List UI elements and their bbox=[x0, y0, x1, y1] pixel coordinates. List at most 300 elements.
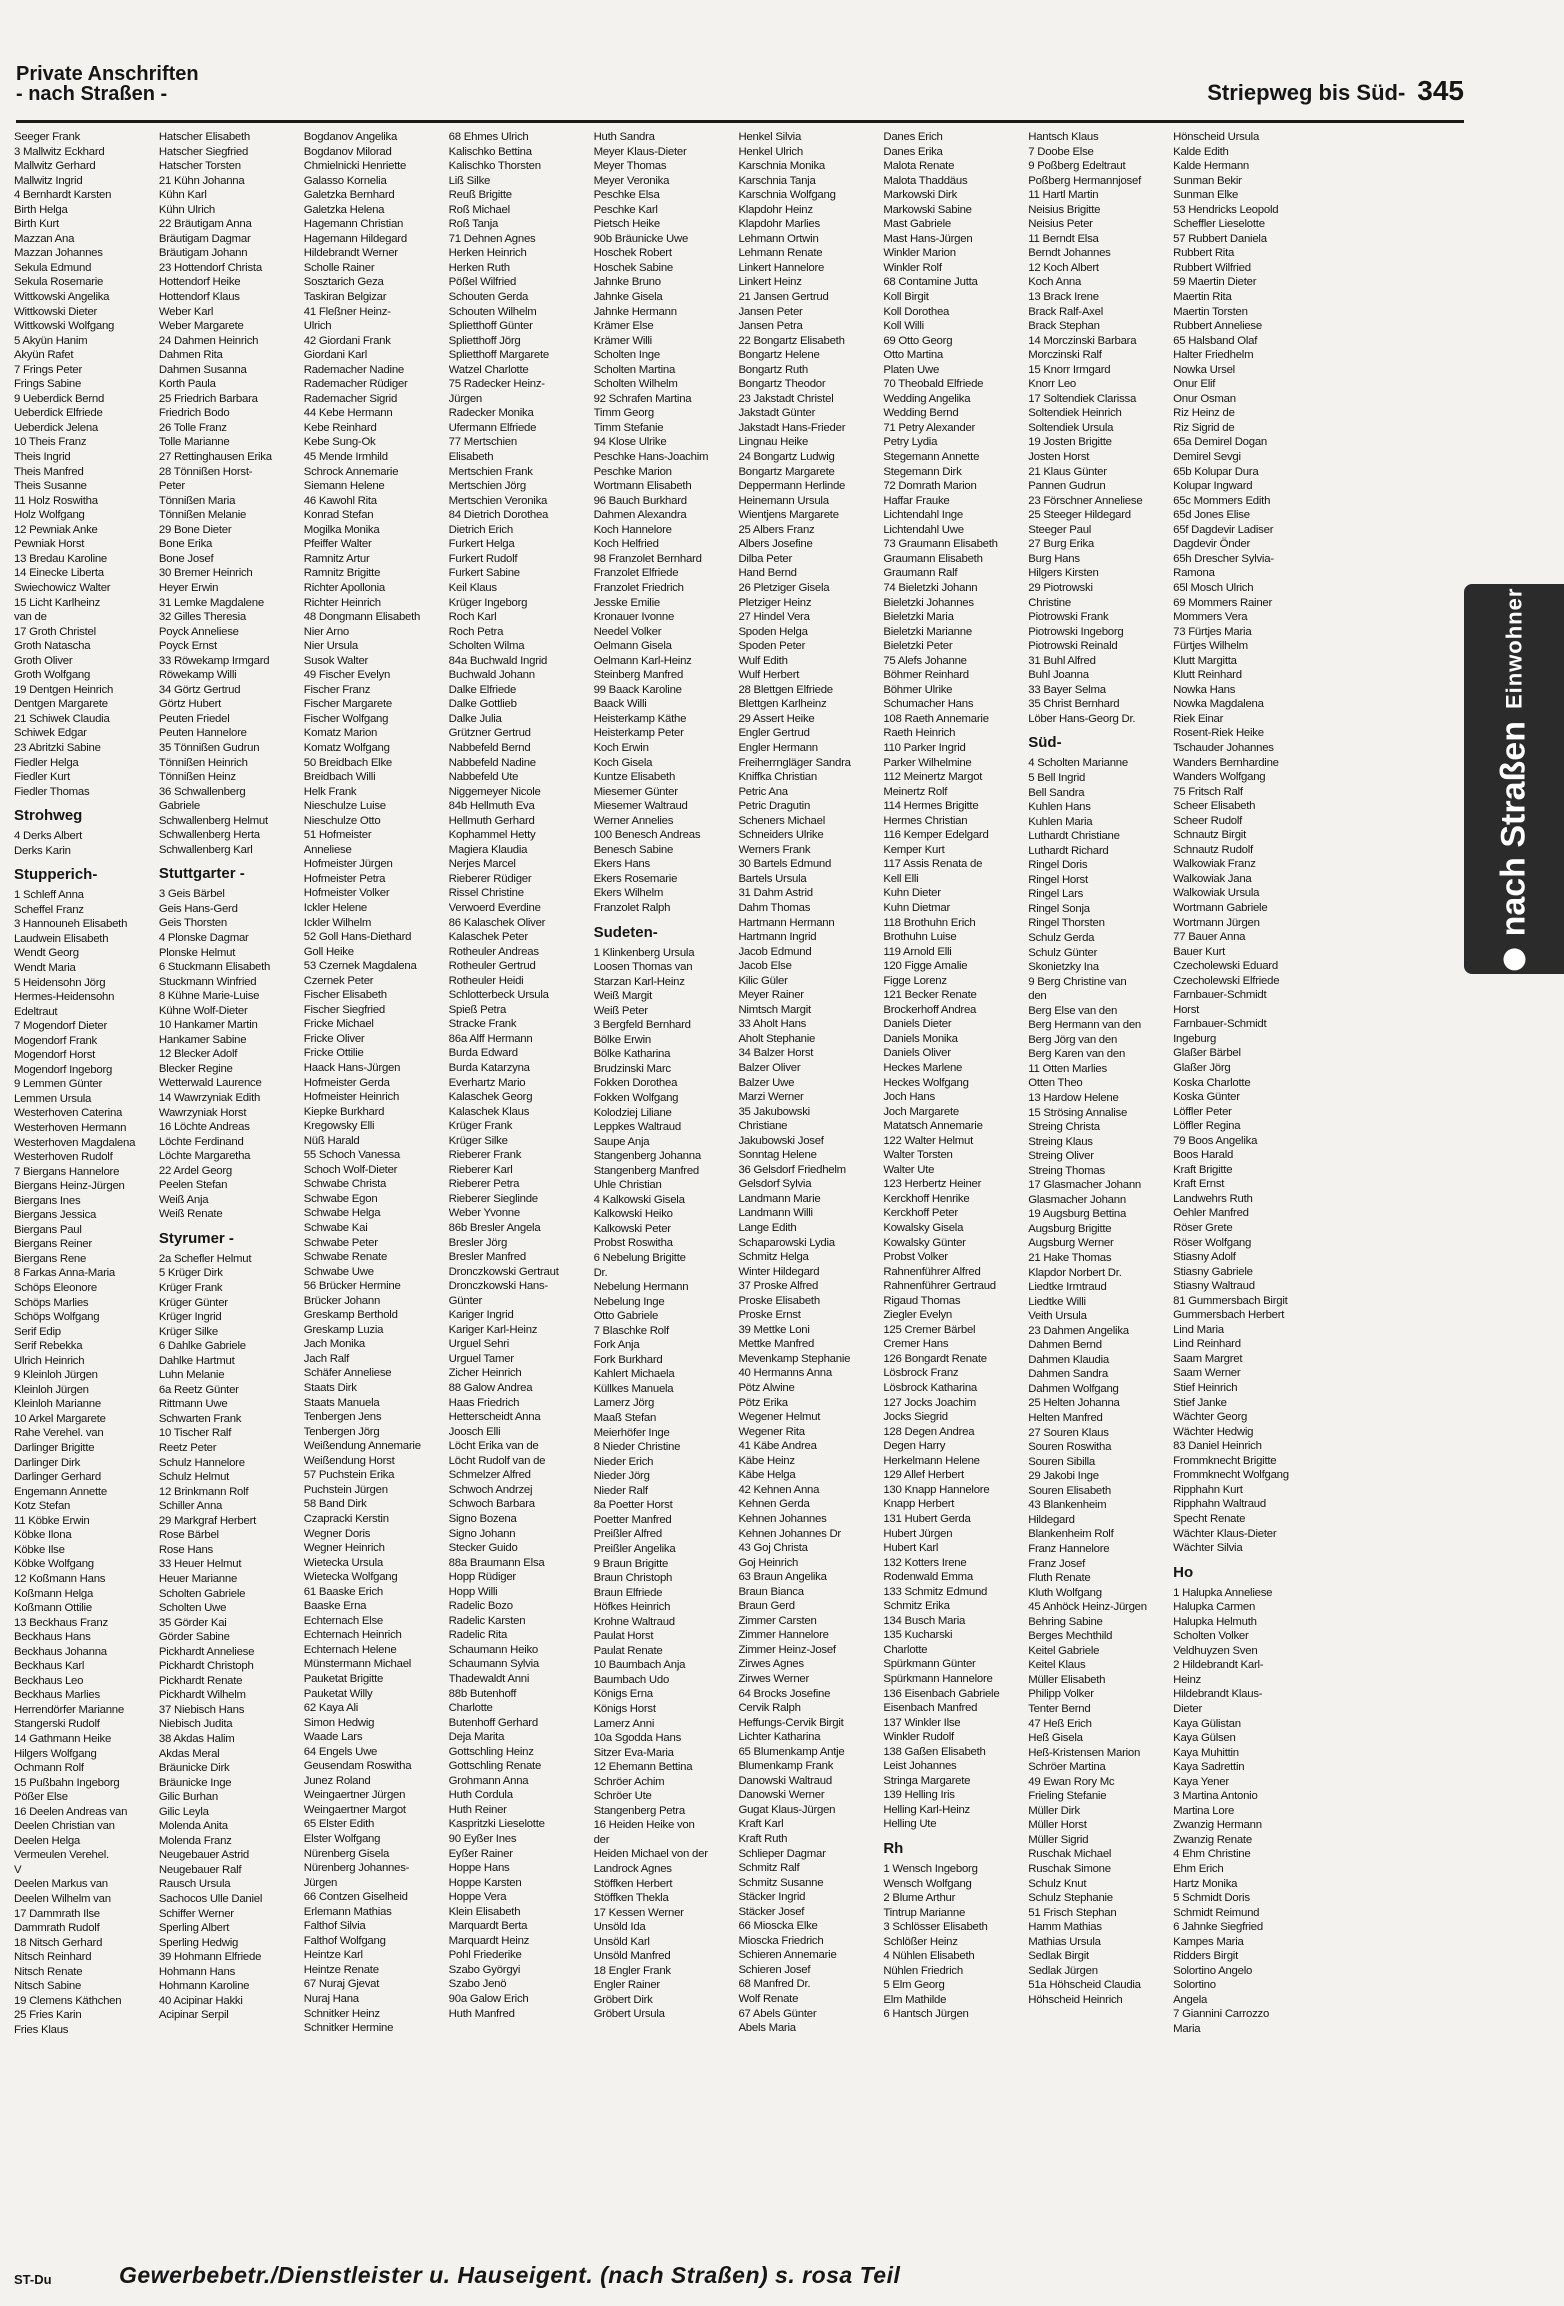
directory-entry: Löcht Rudolf van de bbox=[448, 1454, 546, 1467]
directory-entry: Puchstein Jürgen bbox=[303, 1483, 388, 1496]
directory-entry: 67 Nuraj Gjevat bbox=[303, 1978, 380, 1991]
directory-entry: Mevenkamp Stephanie bbox=[738, 1352, 851, 1365]
directory-entry: Korth Paula bbox=[158, 378, 216, 391]
directory-entry: 27 Hindel Vera bbox=[738, 611, 810, 624]
directory-entry: Danowski Waltraud bbox=[738, 1774, 832, 1787]
directory-entry: Nieder Ralf bbox=[593, 1484, 648, 1497]
directory-entry: Neugebauer Astrid bbox=[158, 1849, 249, 1862]
directory-entry: Kerckhoff Peter bbox=[883, 1207, 958, 1220]
directory-entry: Roch Karl bbox=[448, 611, 497, 624]
directory-entry: Tönnißen Maria bbox=[158, 494, 236, 507]
directory-entry: Wetterwald Laurence bbox=[158, 1077, 262, 1090]
directory-entry: Schwabe Renate bbox=[303, 1251, 388, 1264]
directory-entry: 133 Schmitz Edmund bbox=[883, 1585, 988, 1598]
directory-entry: 134 Busch Maria bbox=[883, 1614, 966, 1627]
directory-entry: Baaske Erna bbox=[303, 1600, 367, 1613]
directory-entry: Frings Sabine bbox=[14, 378, 82, 391]
directory-entry: Friedrich Bodo bbox=[158, 407, 230, 420]
page-header bbox=[16, 58, 1464, 123]
directory-entry: Wortmann Gabriele bbox=[1173, 901, 1268, 914]
directory-entry: Nabbefeld Ute bbox=[448, 771, 519, 784]
directory-entry: Rahnenführer Alfred bbox=[883, 1265, 981, 1278]
directory-entry: 1 Schleff Anna bbox=[14, 889, 84, 902]
directory-entry: Hildebrandt Klaus- bbox=[1173, 1688, 1263, 1701]
directory-entry: Deelen Wilhelm van bbox=[14, 1892, 111, 1905]
directory-entry: 13 Hardow Helene bbox=[1028, 1092, 1119, 1104]
directory-entry: Hartz Monika bbox=[1173, 1877, 1238, 1890]
directory-entry: 8a Poetter Horst bbox=[593, 1499, 673, 1512]
directory-entry: Wegner Doris bbox=[303, 1527, 371, 1540]
directory-entry: Danes Erika bbox=[883, 145, 943, 158]
directory-entry: Schmidt Reimund bbox=[1173, 1906, 1260, 1919]
directory-entry: Glaßer Jörg bbox=[1173, 1062, 1231, 1074]
directory-entry: Kampes Maria bbox=[1173, 1935, 1244, 1948]
directory-entry: Hellmuth Gerhard bbox=[448, 814, 535, 827]
directory-entry: Bräunicke Inge bbox=[158, 1776, 232, 1789]
directory-entry: Czecholewski Elfriede bbox=[1173, 974, 1280, 987]
directory-entry: 86 Kalaschek Oliver bbox=[448, 916, 546, 929]
directory-entry: Hoschek Robert bbox=[593, 247, 672, 260]
directory-entry: Starzan Karl-Heinz bbox=[593, 975, 685, 988]
directory-entry: Pötz Erika bbox=[738, 1396, 788, 1409]
directory-entry: Mazzan Johannes bbox=[14, 247, 103, 260]
directory-entry: Schulz Stephanie bbox=[1028, 1892, 1113, 1905]
directory-entry: Ochmann Rolf bbox=[14, 1762, 84, 1775]
directory-entry: 18 Nitsch Gerhard bbox=[14, 1936, 103, 1949]
directory-entry: Staats Dirk bbox=[303, 1382, 357, 1395]
directory-entry: Veith Ursula bbox=[1028, 1310, 1087, 1323]
directory-entry: 33 Aholt Hans bbox=[738, 1018, 807, 1031]
header-title: Private Anschriften bbox=[16, 63, 199, 85]
directory-entry: Burda Edward bbox=[448, 1047, 518, 1060]
directory-entry: 119 Arnold Elli bbox=[883, 945, 952, 958]
directory-entry: Groth Wolfgang bbox=[14, 669, 91, 682]
directory-entry: Fischer Franz bbox=[303, 683, 371, 696]
directory-entry: Chmielnicki Henriette bbox=[303, 160, 407, 173]
directory-entry: 58 Band Dirk bbox=[303, 1498, 367, 1511]
directory-entry: Jach Ralf bbox=[303, 1352, 350, 1365]
directory-entry: Scholten Martina bbox=[593, 363, 676, 376]
directory-entry: Schlößer Heinz bbox=[883, 1935, 958, 1948]
directory-entry: Krüger Silke bbox=[158, 1325, 218, 1338]
directory-entry: Richter Heinrich bbox=[303, 596, 381, 609]
directory-entry: Löchte Ferdinand bbox=[158, 1135, 244, 1148]
directory-entry: Rahnenführer Gertraud bbox=[883, 1280, 996, 1293]
directory-entry: Hopp Willi bbox=[448, 1585, 498, 1598]
directory-entry: Biergans Ines bbox=[14, 1194, 81, 1207]
directory-entry: 17 Kessen Werner bbox=[593, 1906, 684, 1919]
directory-entry: Jakubowski Josef bbox=[738, 1134, 824, 1147]
directory-entry: Wensch Wolfgang bbox=[883, 1877, 972, 1890]
directory-entry: Jürgen bbox=[303, 1876, 338, 1889]
directory-column bbox=[159, 130, 298, 2258]
directory-entry: Pohl Friederike bbox=[448, 1949, 522, 1962]
directory-entry: Pößel Wilfried bbox=[448, 276, 517, 289]
directory-entry: Kleinloh Marianne bbox=[14, 1398, 101, 1411]
directory-entry: Birth Kurt bbox=[14, 218, 59, 231]
directory-entry: Rieberer Rüdiger bbox=[448, 872, 532, 885]
directory-entry: 19 Clemens Käthchen bbox=[14, 1994, 122, 2007]
directory-entry: Meyer Rainer bbox=[738, 989, 804, 1002]
directory-entry: Kemper Kurt bbox=[883, 843, 945, 856]
directory-entry: Szabo Györgyi bbox=[448, 1963, 521, 1976]
directory-entry: 138 Gaßen Elisabeth bbox=[883, 1745, 986, 1758]
directory-entry: Görtz Hubert bbox=[158, 698, 222, 711]
directory-entry: Koch Hannelore bbox=[593, 523, 672, 536]
directory-entry: Schwabe Helga bbox=[303, 1207, 381, 1220]
directory-entry: Balzer Oliver bbox=[738, 1062, 801, 1074]
directory-entry: Rademacher Nadine bbox=[303, 363, 405, 376]
directory-entry: Stangenberg Manfred bbox=[593, 1164, 699, 1177]
directory-entry: 26 Tolle Franz bbox=[158, 421, 227, 434]
directory-entry: 90a Galow Erich bbox=[448, 1993, 529, 2005]
directory-entry: 127 Jocks Joachim bbox=[883, 1396, 976, 1409]
directory-entry: 33 Heuer Helmut bbox=[158, 1558, 242, 1571]
directory-entry: Löffler Regina bbox=[1173, 1120, 1241, 1133]
directory-entry: Liedtke Willi bbox=[1028, 1295, 1086, 1308]
directory-entry: Theis Susanne bbox=[14, 480, 87, 493]
directory-entry: Dalke Julia bbox=[448, 712, 502, 725]
directory-entry: Bräutigam Dagmar bbox=[158, 232, 251, 245]
directory-entry: 9 Ueberdick Bernd bbox=[14, 392, 105, 405]
directory-entry: Koll Birgit bbox=[883, 291, 929, 304]
directory-entry: 40 Hermanns Anna bbox=[738, 1367, 832, 1380]
directory-entry: Grohmann Anna bbox=[448, 1774, 529, 1787]
directory-entry: Gilic Leyla bbox=[158, 1805, 209, 1818]
directory-entry: Mogendorf Horst bbox=[14, 1049, 96, 1062]
directory-entry: Rose Hans bbox=[158, 1543, 213, 1556]
directory-entry: Stief Janke bbox=[1173, 1396, 1227, 1409]
directory-entry: 129 Allef Herbert bbox=[883, 1469, 964, 1482]
directory-entry: 139 Helling Iris bbox=[883, 1789, 955, 1802]
directory-entry: 44 Kebe Hermann bbox=[303, 407, 393, 420]
directory-entry: Leist Johannes bbox=[883, 1760, 957, 1773]
directory-entry: Joch Hans bbox=[883, 1091, 935, 1104]
directory-entry: Winkler Rolf bbox=[883, 261, 942, 274]
directory-entry: Molenda Franz bbox=[158, 1834, 232, 1847]
directory-entry: 12 Koßmann Hans bbox=[14, 1572, 106, 1585]
directory-entry: Wegner Heinrich bbox=[303, 1542, 385, 1555]
directory-entry: Heß-Kristensen Marion bbox=[1028, 1746, 1141, 1759]
directory-entry: 65b Kolupar Dura bbox=[1173, 465, 1259, 478]
directory-entry: Röser Grete bbox=[1173, 1222, 1233, 1235]
directory-entry: Ickler Helene bbox=[303, 901, 368, 914]
directory-entry: 121 Becker Renate bbox=[883, 989, 977, 1002]
directory-entry: Winkler Marion bbox=[883, 247, 956, 260]
directory-entry: Huth Cordula bbox=[448, 1789, 513, 1802]
directory-entry: Ramona bbox=[1173, 567, 1215, 580]
directory-entry: 69 Mommers Rainer bbox=[1173, 596, 1273, 609]
directory-entry: Taskiran Belgizar bbox=[303, 291, 387, 304]
directory-entry: Jahnke Hermann bbox=[593, 305, 677, 318]
directory-entry: 52 Goll Hans-Diethard bbox=[303, 931, 412, 944]
directory-entry: Engemann Annette bbox=[14, 1485, 107, 1498]
directory-entry: Kariger Ingrid bbox=[448, 1309, 514, 1322]
directory-entry: Sonntag Helene bbox=[738, 1149, 817, 1162]
directory-entry: Preißler Angelika bbox=[593, 1542, 676, 1555]
directory-entry: Kaya Gülsen bbox=[1173, 1732, 1236, 1745]
directory-entry: Schulz Knut bbox=[1028, 1877, 1087, 1890]
directory-entry: Paulat Renate bbox=[593, 1644, 663, 1657]
directory-entry: Komatz Marion bbox=[303, 727, 378, 740]
directory-entry: 14 Gathmann Heike bbox=[14, 1732, 112, 1745]
directory-entry: 71 Petry Alexander bbox=[883, 421, 976, 434]
directory-entry: Koßmann Ottilie bbox=[14, 1602, 92, 1615]
directory-entry: Franz Hannelore bbox=[1028, 1542, 1110, 1555]
directory-entry: Franzolet Friedrich bbox=[593, 581, 684, 594]
directory-entry: Böhmer Reinhard bbox=[883, 669, 969, 682]
directory-entry: Wittkowski Angelika bbox=[14, 291, 110, 304]
directory-entry: 55 Schoch Vanessa bbox=[303, 1149, 401, 1162]
directory-entry: Tschauder Johannes bbox=[1173, 741, 1274, 754]
directory-entry: Walter Torsten bbox=[883, 1149, 953, 1162]
directory-entry: Buchwald Johann bbox=[448, 669, 535, 682]
directory-entry: Mettke Manfred bbox=[738, 1338, 815, 1351]
directory-entry: Steeger Paul bbox=[1028, 523, 1092, 536]
directory-entry: 39 Hohmann Elfriede bbox=[158, 1951, 262, 1964]
directory-entry: Tönnißen Heinrich bbox=[158, 756, 248, 769]
directory-entry: 37 Proske Alfred bbox=[738, 1280, 819, 1293]
directory-entry: Schwabe Peter bbox=[303, 1236, 378, 1249]
directory-entry: Rieberer Frank bbox=[448, 1149, 522, 1162]
directory-entry: Augsburg Brigitte bbox=[1028, 1222, 1112, 1235]
directory-entry: Knorr Leo bbox=[1028, 378, 1077, 391]
directory-entry: Pannen Gudrun bbox=[1028, 480, 1106, 493]
directory-entry: Stuckmann Winfried bbox=[158, 975, 257, 988]
directory-entry: 21 Klaus Günter bbox=[1028, 465, 1107, 478]
directory-entry: 65l Mosch Ulrich bbox=[1173, 581, 1254, 594]
directory-entry: Kell Elli bbox=[883, 872, 919, 885]
directory-entry: Hopp Rüdiger bbox=[448, 1571, 516, 1584]
directory-entry: Neisius Peter bbox=[1028, 218, 1093, 231]
directory-entry: Lind Reinhard bbox=[1173, 1338, 1241, 1351]
directory-entry: Zirwes Werner bbox=[738, 1672, 810, 1685]
directory-entry: 65a Demirel Dogan bbox=[1173, 436, 1268, 449]
directory-entry: Sunman Elke bbox=[1173, 189, 1239, 202]
directory-entry: Verwoerd Everdine bbox=[448, 901, 541, 914]
directory-entry: 22 Ardel Georg bbox=[158, 1164, 233, 1177]
directory-entry: Beckhaus Leo bbox=[14, 1674, 84, 1687]
directory-entry: Ripphahn Kurt bbox=[1173, 1483, 1243, 1496]
directory-entry: Butenhoff Gerhard bbox=[448, 1716, 538, 1729]
directory-entry: Ziegler Evelyn bbox=[883, 1309, 953, 1322]
directory-column bbox=[304, 130, 443, 2258]
directory-entry: Timm Georg bbox=[593, 407, 654, 420]
directory-entry: Hantsch Klaus bbox=[1028, 131, 1099, 143]
directory-entry: Pickhardt Renate bbox=[158, 1674, 243, 1687]
directory-entry: Werners Frank bbox=[738, 843, 811, 856]
directory-entry: Behring Sabine bbox=[1028, 1615, 1103, 1628]
directory-entry: Oehler Manfred bbox=[1173, 1207, 1249, 1220]
directory-entry: Krohne Waltraud bbox=[593, 1615, 675, 1628]
directory-entry: Hatscher Siegfried bbox=[158, 145, 249, 158]
directory-entry: Kalaschek Klaus bbox=[448, 1105, 530, 1118]
directory-entry: 7 Doobe Else bbox=[1028, 145, 1094, 158]
directory-entry: Goj Heinrich bbox=[738, 1556, 799, 1569]
directory-entry: Wächter Silvia bbox=[1173, 1542, 1243, 1555]
directory-entry: Greskamp Berthold bbox=[303, 1309, 398, 1322]
directory-entry: 59 Maertin Dieter bbox=[1173, 276, 1257, 289]
directory-entry: Nowka Hans bbox=[1173, 683, 1236, 696]
directory-entry: 31 Buhl Alfred bbox=[1028, 654, 1096, 667]
directory-entry: Hildegard bbox=[1028, 1513, 1075, 1526]
directory-entry: Landmann Willi bbox=[738, 1207, 813, 1220]
directory-entry: 66 Contzen Giselheid bbox=[303, 1891, 408, 1904]
directory-entry: Streing Oliver bbox=[1028, 1150, 1094, 1163]
directory-entry: Peuten Friedel bbox=[158, 712, 230, 725]
directory-entry: Fricke Ottilie bbox=[303, 1047, 364, 1060]
directory-entry: Ringel Horst bbox=[1028, 873, 1088, 886]
directory-entry: 16 Deelen Andreas van bbox=[14, 1805, 128, 1818]
directory-entry: Ekers Hans bbox=[593, 858, 650, 871]
directory-entry: Stecker Guido bbox=[448, 1542, 518, 1555]
directory-entry: Schmitz Susanne bbox=[738, 1876, 824, 1889]
directory-entry: Mathias Ursula bbox=[1028, 1935, 1101, 1948]
directory-entry: Schiwek Edgar bbox=[14, 727, 87, 740]
directory-entry: 13 Brack Irene bbox=[1028, 291, 1099, 304]
directory-entry: Fischer Margarete bbox=[303, 698, 392, 711]
directory-entry: Birth Helga bbox=[14, 203, 68, 216]
directory-entry: Poyck Anneliese bbox=[158, 625, 239, 638]
directory-entry: Tönnißen Heinz bbox=[158, 771, 236, 784]
directory-entry: Blankenheim Rolf bbox=[1028, 1528, 1114, 1541]
directory-entry: Schaumann Heiko bbox=[448, 1643, 538, 1656]
directory-entry: Splietthoff Margarete bbox=[448, 349, 549, 362]
directory-entry: 86b Bresler Angela bbox=[448, 1222, 541, 1235]
directory-entry: Luhn Melanie bbox=[158, 1369, 225, 1382]
directory-entry: Deelen Helga bbox=[14, 1834, 81, 1847]
directory-entry: Hofmeister Gerda bbox=[303, 1076, 390, 1089]
directory-entry: Zirwes Agnes bbox=[738, 1658, 804, 1671]
directory-entry: 6 Dahlke Gabriele bbox=[158, 1340, 246, 1353]
directory-entry: Hartmann Ingrid bbox=[738, 931, 817, 944]
directory-entry: Keil Klaus bbox=[448, 581, 497, 594]
directory-entry: Schwabe Egon bbox=[303, 1192, 378, 1205]
directory-entry: Simon Hedwig bbox=[303, 1716, 375, 1729]
directory-entry: Rubbert Wilfried bbox=[1173, 261, 1251, 274]
directory-entry: Saupe Anja bbox=[593, 1135, 650, 1148]
directory-entry: Dahmen Klaudia bbox=[1028, 1353, 1109, 1366]
directory-entry: Meierhöfer Inge bbox=[593, 1426, 670, 1439]
directory-entry: Klutt Reinhard bbox=[1173, 669, 1242, 682]
directory-entry: Röser Wolfgang bbox=[1173, 1236, 1252, 1249]
directory-entry: 65 Elster Edith bbox=[303, 1818, 375, 1831]
directory-entry: Otto Gabriele bbox=[593, 1310, 659, 1323]
directory-entry: Deppermann Herlinde bbox=[738, 480, 846, 493]
directory-entry: Höfkes Heinrich bbox=[593, 1601, 671, 1614]
directory-entry: Spürkmann Günter bbox=[883, 1658, 976, 1671]
directory-entry: Urguel Sehri bbox=[448, 1338, 509, 1351]
directory-entry: 64 Brocks Josefine bbox=[738, 1687, 831, 1700]
directory-entry: Poyck Ernst bbox=[158, 640, 217, 653]
directory-entry: Magiera Klaudia bbox=[448, 843, 528, 856]
directory-entry: 75 Alefs Johanne bbox=[883, 654, 967, 667]
directory-entry: Benesch Sabine bbox=[593, 843, 674, 856]
directory-entry: Nitsch Reinhard bbox=[14, 1951, 92, 1964]
directory-entry: Falthof Wolfgang bbox=[303, 1934, 386, 1947]
directory-entry: Albers Josefine bbox=[738, 538, 813, 551]
directory-entry: Weingaertner Jürgen bbox=[303, 1789, 406, 1802]
directory-entry: 29 Piotrowski bbox=[1028, 581, 1093, 594]
directory-entry: Rotheuler Gertrud bbox=[448, 960, 536, 973]
directory-entry: Rahe Verehel. van bbox=[14, 1427, 104, 1440]
directory-entry: Berndt Johannes bbox=[1028, 247, 1111, 260]
directory-entry: Heinz bbox=[1173, 1673, 1201, 1686]
directory-entry: 130 Knapp Hannelore bbox=[883, 1483, 990, 1496]
directory-entry: Schlieper Dagmar bbox=[738, 1847, 826, 1860]
directory-entry: Höhscheid Heinrich bbox=[1028, 1993, 1123, 2006]
directory-entry: Kalde Hermann bbox=[1173, 160, 1250, 173]
directory-entry: Bongartz Theodor bbox=[738, 378, 826, 391]
directory-entry: Zimmer Hannelore bbox=[738, 1629, 829, 1642]
directory-entry: Kraft Ernst bbox=[1173, 1178, 1225, 1191]
directory-entry: 25 Albers Franz bbox=[738, 523, 815, 536]
directory-entry: Tintrup Marianne bbox=[883, 1906, 966, 1919]
directory-entry: Schulz Hannelore bbox=[158, 1456, 245, 1469]
directory-entry: Serif Rebekka bbox=[14, 1340, 83, 1353]
directory-entry: Hetterscheidt Anna bbox=[448, 1411, 541, 1424]
directory-entry: 31 Dahm Astrid bbox=[738, 887, 813, 900]
directory-entry: Linkert Heinz bbox=[738, 276, 802, 289]
directory-entry: Stangenberg Petra bbox=[593, 1804, 685, 1817]
directory-entry: Schöps Wolfgang bbox=[14, 1311, 100, 1324]
directory-entry: Ripphahn Waltraud bbox=[1173, 1498, 1266, 1511]
directory-entry: Streing Klaus bbox=[1028, 1135, 1093, 1148]
directory-entry: Komatz Wolfgang bbox=[303, 741, 390, 754]
directory-entry: Scholten Inge bbox=[593, 349, 660, 362]
directory-entry: van de bbox=[14, 611, 47, 624]
directory-entry: Huth Manfred bbox=[448, 2007, 515, 2020]
directory-entry: Röwekamp Willi bbox=[158, 669, 237, 682]
directory-entry: Heckes Marlene bbox=[883, 1062, 963, 1074]
directory-entry: Schiller Anna bbox=[158, 1500, 223, 1513]
directory-entry: Wendt Georg bbox=[14, 947, 79, 960]
directory-entry: Heyer Erwin bbox=[158, 581, 219, 594]
directory-entry: Löcht Erika van de bbox=[448, 1440, 539, 1453]
directory-entry: Brudzinski Marc bbox=[593, 1062, 671, 1075]
directory-entry: Zimmer Heinz-Josef bbox=[738, 1643, 836, 1656]
directory-entry: Hofmeister Heinrich bbox=[303, 1091, 400, 1104]
directory-entry: 23 Abritzki Sabine bbox=[14, 741, 101, 754]
directory-entry: Wegener Helmut bbox=[738, 1411, 821, 1424]
directory-entry: Rieberer Karl bbox=[448, 1163, 513, 1176]
directory-entry: 126 Bongardt Renate bbox=[883, 1352, 987, 1365]
directory-entry: Keitel Klaus bbox=[1028, 1659, 1086, 1672]
directory-entry: Furkert Helga bbox=[448, 538, 515, 551]
directory-entry: Daniels Dieter bbox=[883, 1018, 952, 1031]
directory-entry: Schaumann Sylvia bbox=[448, 1658, 540, 1671]
directory-entry: Köbke Ilona bbox=[14, 1529, 72, 1542]
directory-entry: Furkert Sabine bbox=[448, 567, 520, 580]
directory-entry: Stangerski Rudolf bbox=[14, 1718, 100, 1731]
directory-entry: Preißler Alfred bbox=[593, 1528, 662, 1541]
directory-entry: Klapdor Norbert Dr. bbox=[1028, 1266, 1122, 1279]
directory-entry: 99 Baack Karoline bbox=[593, 683, 682, 696]
directory-entry: 8 Nieder Christine bbox=[593, 1441, 681, 1454]
directory-entry: Rieberer Petra bbox=[448, 1178, 520, 1191]
directory-entry: 84 Dietrich Dorothea bbox=[448, 509, 549, 522]
directory-entry: 28 Blettgen Elfriede bbox=[738, 683, 833, 696]
directory-entry: Beckhaus Karl bbox=[14, 1660, 85, 1673]
directory-entry: Linkert Hannelore bbox=[738, 261, 825, 274]
directory-entry: Zimmer Carsten bbox=[738, 1614, 817, 1627]
directory-entry: Petric Ana bbox=[738, 785, 788, 798]
directory-entry: Ringel Doris bbox=[1028, 859, 1088, 872]
directory-entry: Nüß Harald bbox=[303, 1134, 360, 1147]
directory-entry: Rotheuler Heidi bbox=[448, 974, 524, 987]
directory-entry: Günter bbox=[448, 1294, 482, 1307]
directory-entry: Huth Sandra bbox=[593, 131, 655, 143]
